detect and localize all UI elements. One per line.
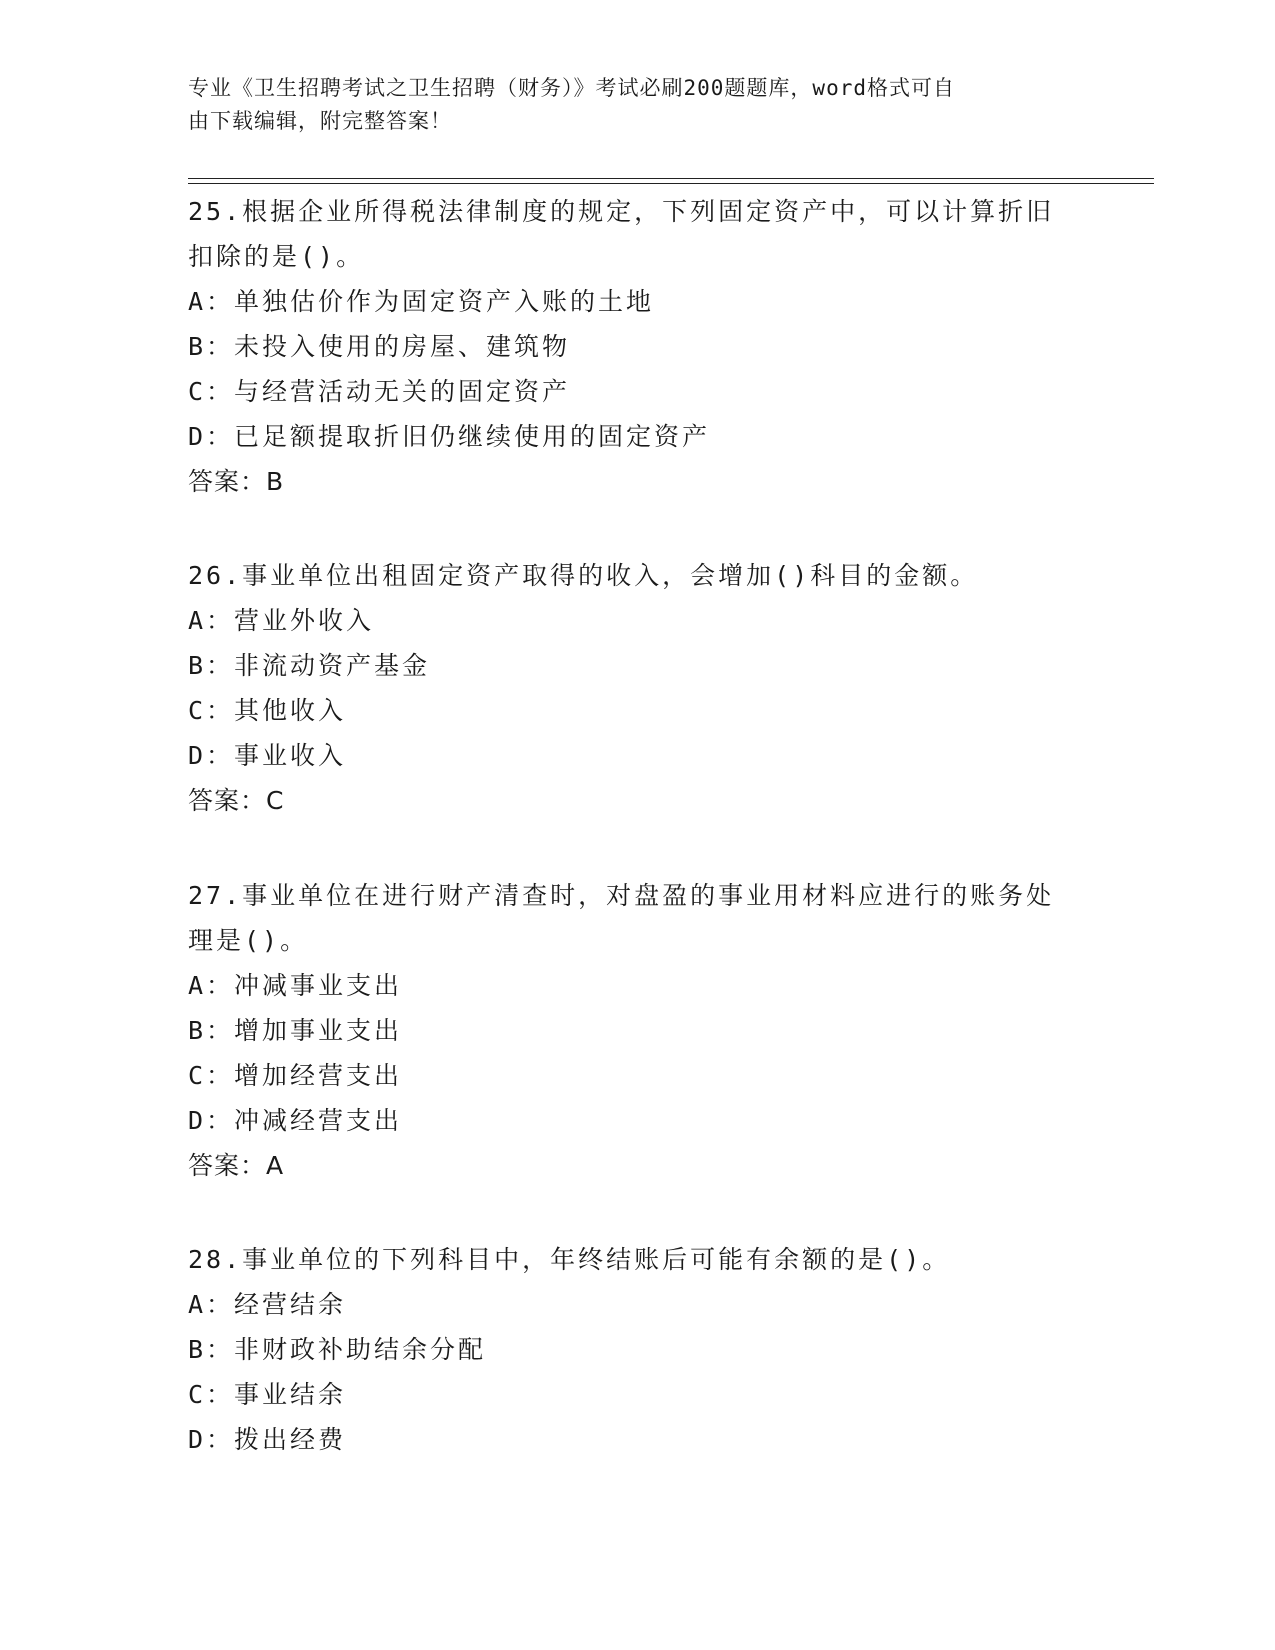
option-b: B：非流动资产基金 [188,651,431,680]
question-25 [188,189,1088,504]
question-27 [188,873,1088,1188]
question-stem-line: 25.根据企业所得税法律制度的规定，下列固定资产中，可以计算折旧 [188,197,1055,226]
option-b: B：非财政补助结余分配 [188,1335,487,1364]
header-line-2: 由下载编辑，附完整答案！ [188,109,452,133]
header-divider-bottom [188,183,1154,184]
question-stem-line: 27.事业单位在进行财产清查时，对盘盈的事业用材料应进行的账务处 [188,881,1055,910]
document-header [188,72,1068,138]
option-d: D：事业收入 [188,741,347,770]
option-c: C：事业结余 [188,1380,347,1409]
option-a: A：营业外收入 [188,606,375,635]
option-c: C：增加经营支出 [188,1061,403,1090]
option-c: C：与经营活动无关的固定资产 [188,377,571,406]
option-b: B：未投入使用的房屋、建筑物 [188,332,571,361]
option-d: D：冲减经营支出 [188,1106,403,1135]
option-a: A：经营结余 [188,1290,347,1319]
answer: 答案：A [188,1151,285,1180]
option-b: B：增加事业支出 [188,1016,403,1045]
answer: 答案：C [188,786,285,815]
question-stem-line: 扣除的是()。 [188,242,365,271]
question-26 [188,553,1088,823]
question-28 [188,1237,1088,1462]
option-d: D：已足额提取折旧仍继续使用的固定资产 [188,422,711,451]
question-stem-line: 28.事业单位的下列科目中，年终结账后可能有余额的是()。 [188,1245,951,1274]
option-a: A：单独估价作为固定资产入账的土地 [188,287,655,316]
option-c: C：其他收入 [188,696,347,725]
question-stem-line: 理是()。 [188,926,309,955]
question-stem-line: 26.事业单位出租固定资产取得的收入，会增加()科目的金额。 [188,561,979,590]
option-d: D：拨出经费 [188,1425,347,1454]
answer: 答案：B [188,467,285,496]
header-line-1: 专业《卫生招聘考试之卫生招聘（财务）》考试必刷200题题库，word格式可自 [188,76,955,100]
header-divider-top [188,178,1154,179]
option-a: A：冲减事业支出 [188,971,403,1000]
